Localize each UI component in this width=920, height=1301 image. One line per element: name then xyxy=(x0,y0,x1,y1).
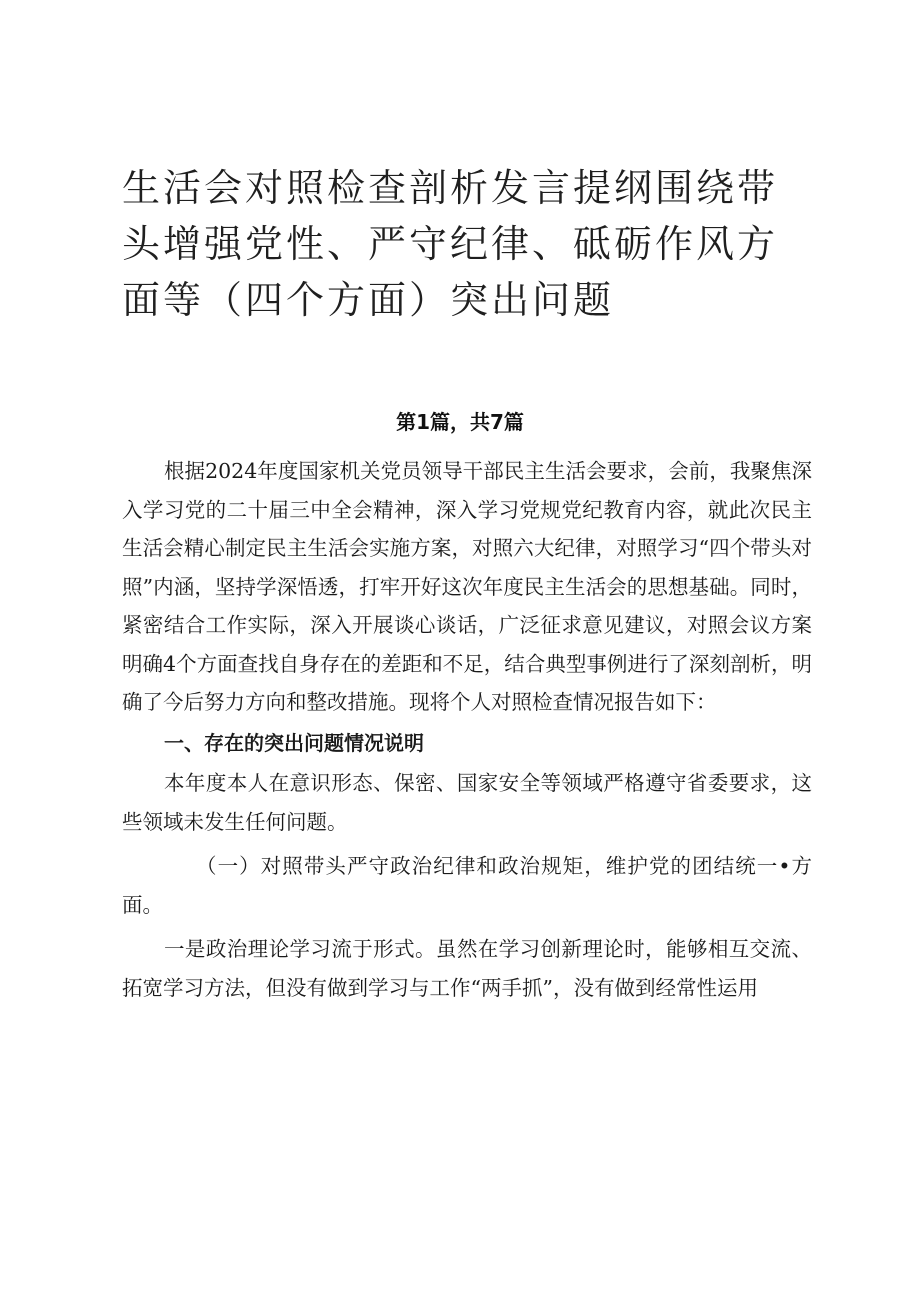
intro-paragraph: 根据2024年度国家机关党员领导干部民主生活会要求，会前，我聚焦深入学习党的二十届三中全会精神，深入学习党规党纪教育内容，就此次民主生活会精心制定民主生活会实施方案，对照六大纪律，对照学习“四个带头对照”内涵，坚持学深悟透，打牢开好这次年度民主生活会的思想基础。同时，紧密结合工作实际，深入开展谈心谈话，广泛征求意见建议，对照会议方案明确4个方面查找自身存在的差距和不足，结合典型事例进行了深刻剖析，明确了今后努力方向和整改措施。现将个人对照检查情况报告如下： xyxy=(122,459,812,714)
document-body xyxy=(122,452,812,1007)
document-subtitle: 第1篇，共7篇 xyxy=(396,410,524,434)
subsection-heading: （一）对照带头严守政治纪律和政治规矩，维护党的团结统一•方面。 xyxy=(122,854,812,917)
document-title: 生活会对照检查剖析发言提纲围绕带头增强党性、严守纪律、砥砺作风方面等（四个方面）突出问题 xyxy=(122,166,779,322)
point-paragraph: 一是政治理论学习流于形式。虽然在学习创新理论时，能够相互交流、拓宽学习方法，但没有做到学习与工作“两手抓”，没有做到经常性运用 xyxy=(122,937,812,1000)
section-paragraph: 本年度本人在意识形态、保密、国家安全等领域严格遵守省委要求，这些领域未发生任何问题。 xyxy=(122,771,812,834)
section-heading: 一、存在的突出问题情况说明 xyxy=(164,730,424,755)
